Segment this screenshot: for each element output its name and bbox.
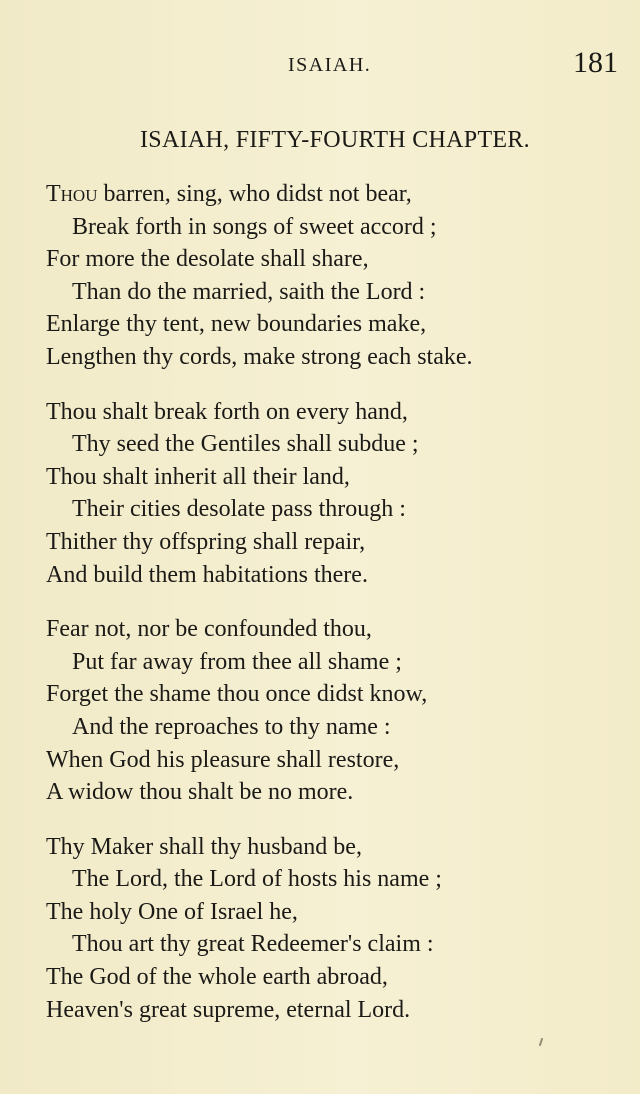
running-header [0,46,640,86]
poem-line: The God of the whole earth abroad, [46,964,388,991]
poem-line: The Lord, the Lord of hosts his name ; [72,866,442,893]
poem-line: Thou shalt break forth on every hand, [46,398,408,425]
chapter-title: ISAIAH, FIFTY-FOURTH CHAPTER. [140,127,530,153]
poem-line: Heaven's great supreme, eternal Lord. [46,996,411,1023]
poem-line: And the reproaches to thy name : [72,713,391,740]
poem-line [46,178,616,211]
poem-line: Put far away from thee all shame ; [72,648,402,675]
stanza-3 [46,613,616,809]
poem-line-text: barren, sing, who didst not bear, [97,181,412,207]
running-title: ISAIAH. [288,54,372,76]
poem-line: Thou art thy great Redeemer's claim : [72,931,434,958]
poem-line: For more the desolate shall share, [46,246,369,273]
page-number: 181 [573,46,618,79]
stanza-2 [46,396,616,592]
first-word-small-caps: Thou [46,181,98,207]
poem-line: Lengthen thy cords, make strong each stake. [46,343,473,370]
poem-line: The holy One of Israel he, [46,898,298,925]
poem-line: And build them habitations there. [46,561,368,588]
poem-line: When God his pleasure shall restore, [46,746,400,773]
stanza-1 [46,178,616,374]
poem-line: Thou shalt inherit all their land, [46,463,350,490]
poem [46,178,616,1048]
poem-line: Break forth in songs of sweet accord ; [72,213,437,240]
poem-line: Forget the shame thou once didst know, [46,681,428,708]
stanza-4 [46,831,616,1027]
poem-line: A widow thou shalt be no more. [46,779,354,806]
poem-line: Enlarge thy tent, new boundaries make, [46,311,427,338]
poem-line: Their cities desolate pass through : [72,496,406,523]
poem-line: Fear not, nor be confounded thou, [46,616,372,643]
poem-line: Than do the married, saith the Lord : [72,278,426,305]
poem-line: Thither thy offspring shall repair, [46,528,366,555]
poem-line: Thy Maker shall thy husband be, [46,833,362,860]
poem-line: Thy seed the Gentiles shall subdue ; [72,431,419,458]
